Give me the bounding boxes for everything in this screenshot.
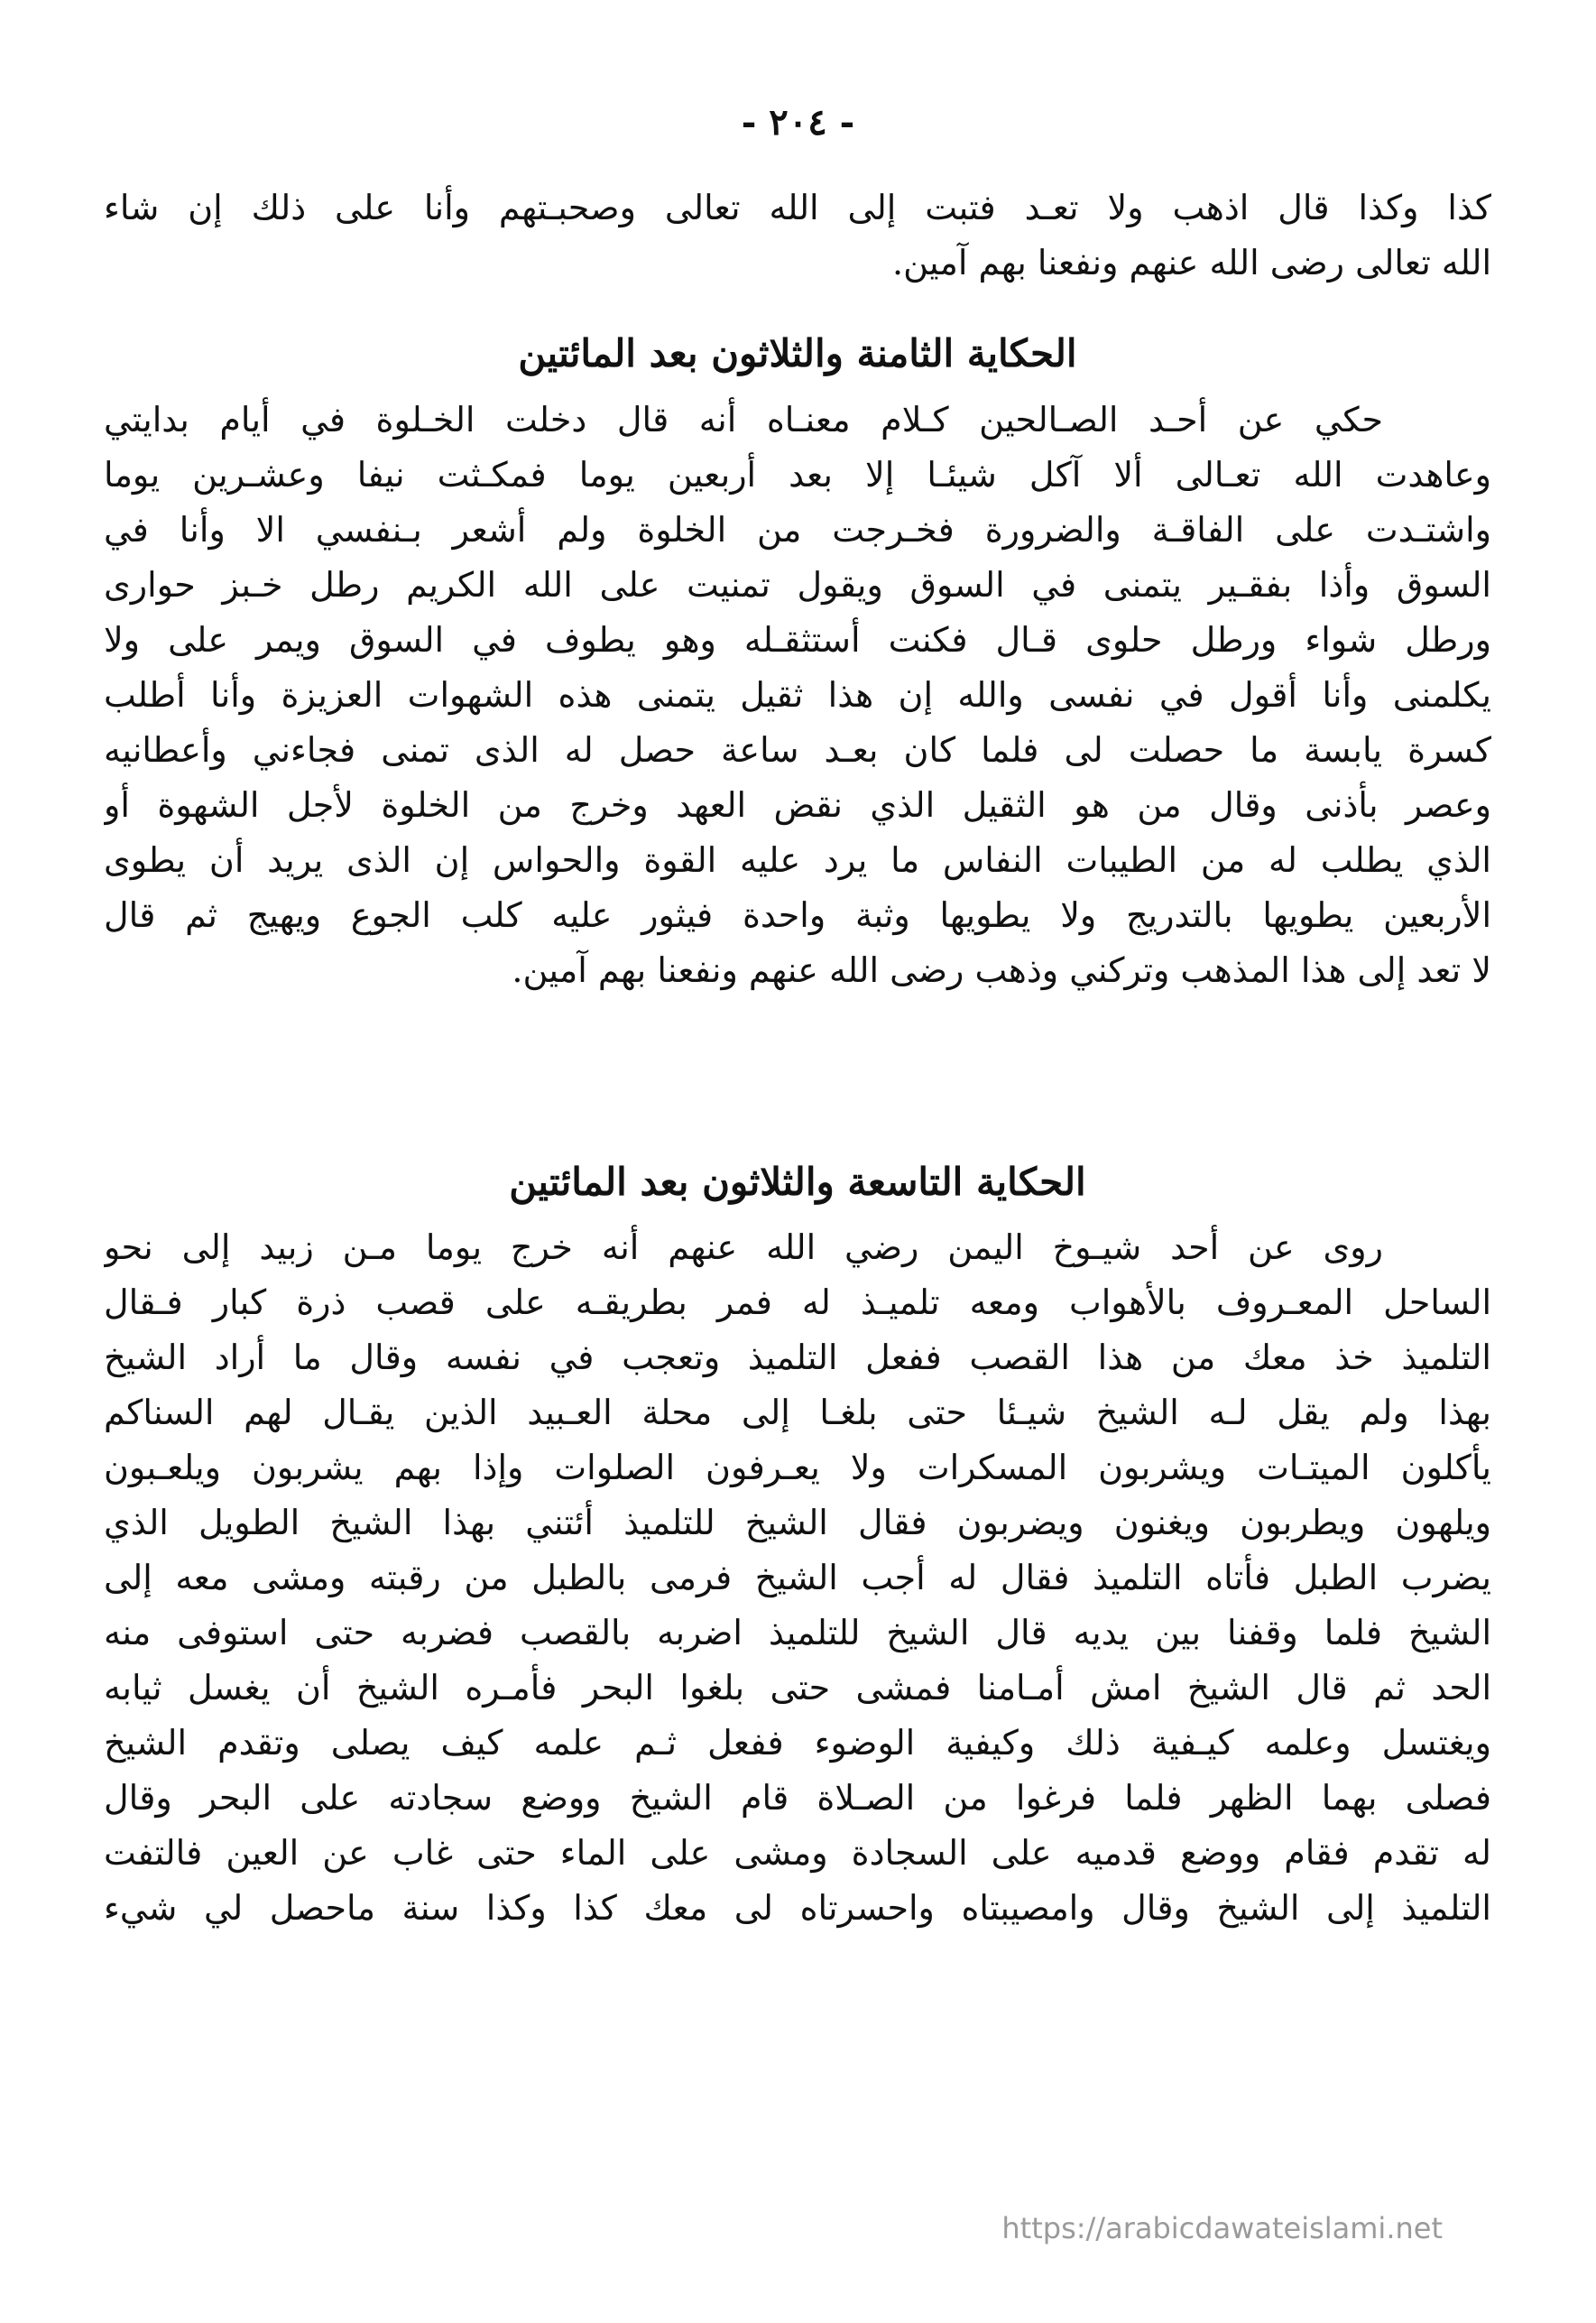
text-line: السوق وأذا بفقـير يتمنى في السوق ويقول تمنيت على الله الكريم رطل خـبز حوارى <box>104 565 1491 605</box>
text-line: التلميذ إلى الشيخ وقال وامصيبتاه واحسرتاه لى معك كذا وكذا سنة ماحصل لي شيء <box>104 1888 1491 1928</box>
text-line: الذي يطلب له من الطيبات النفاس ما يرد عليه القوة والحواس إن الذى يريد أن يطوى <box>104 840 1491 880</box>
intro-paragraph <box>104 180 1491 291</box>
story-38-body <box>104 393 1491 998</box>
text-line: فصلى بهما الظهر فلما فرغوا من الصـلاة قام الشيخ ووضع سجادته على البحر وقال <box>104 1778 1491 1818</box>
page-number: - ٢٠٤ - <box>741 101 855 143</box>
text-line: يضرب الطبل فأتاه التلميذ فقال له أجب الشيخ فرمى بالطبل من رقبته ومشى معه إلى <box>104 1558 1491 1597</box>
text-line: ويغتسل وعلمه كيـفية ذلك وكيفية الوضوء ففعل ثـم علمه كيف يصلى وتقدم الشيخ <box>104 1723 1491 1763</box>
text-line: روى عن أحد شيـوخ اليمن رضي الله عنهم أنه خرج يوما مـن زبيد إلى نحو <box>104 1227 1383 1267</box>
story-heading: الحكاية الثامنة والثلاثون بعد المائتين <box>518 331 1077 375</box>
text-line: لا تعد إلى هذا المذهب وتركني وذهب رضى الله عنهم ونفعنا بهم آمين. <box>512 950 1491 990</box>
text-line: له تقدم فقام ووضع قدميه على السجادة ومشى على الماء حتى غاب عن العين فالتفت <box>104 1833 1491 1873</box>
text-line: كسرة يابسة ما حصلت لى فلما كان بعـد ساعة حصل له الذى تمنى فجاءني وأعطانيه <box>104 730 1491 770</box>
text-line: يأكلون الميتـات ويشربون المسكرات ولا يعـرفون الصلوات وإذا بهم يشربون ويلعـبون <box>104 1448 1491 1487</box>
text-line: وعصر بأذنى وقال من هو الثقيل الذي نقض العهد وخرج من الخلوة لأجل الشهوة أو <box>104 785 1491 825</box>
text-line: وعاهدت الله تعـالى ألا آكل شيئـا إلا بعد أربعين يوما فمكـثت نيفا وعشـرين يوما <box>104 455 1491 495</box>
text-line: الساحل المعـروف بالأهواب ومعه تلميـذ له فمر بطريقـه على قصب ذرة كبار فـقال <box>104 1282 1491 1322</box>
text-line: بهذا ولم يقل لـه الشيخ شيـئا حتى بلغـا إلى محلة العـبيد الذين يقـال لهم السناكم <box>104 1393 1491 1432</box>
story-39-body <box>104 1220 1491 1936</box>
watermark-url: https://arabicdawateislami.net <box>1001 2211 1443 2245</box>
text-line: الحد ثم قال الشيخ امش أمـامنا فمشى حتى بلغوا البحر فأمـره الشيخ أن يغسل ثيابه <box>104 1668 1491 1708</box>
text-line: كذا وكذا قال اذهب ولا تعـد فتبت إلى الله تعالى وصحبـتهم وأنا على ذلك إن شاء <box>104 188 1491 227</box>
text-line: واشتـدت على الفاقـة والضرورة فخـرجت من الخلوة ولم أشعر بـنفسي الا وأنا في <box>104 510 1491 550</box>
story-38-heading-block <box>104 325 1491 383</box>
text-line: الأربعين يطويها بالتدريج ولا يطويها وثبة واحدة فيثور عليه كلب الجوع ويهيج ثم قال <box>104 895 1491 935</box>
text-line: التلميذ خذ معك من هذا القصب ففعل التلميذ وتعجب في نفسه وقال ما أراد الشيخ <box>104 1337 1491 1377</box>
text-line: حكي عن أحـد الصـالحين كـلام معنـاه أنه قال دخلت الخـلوة في أيام بدايتي <box>104 400 1383 440</box>
text-line: ورطل شواء ورطل حلوى قـال فكنت أستثقـله وهو يطوف في السوق ويمر على ولا <box>104 620 1491 660</box>
text-line: ويلهون ويطربون ويغنون ويضربون فقال الشيخ للتلميذ أئتني بهذا الشيخ الطويل الذي <box>104 1503 1491 1542</box>
story-39-heading-block <box>104 1153 1491 1211</box>
story-heading: الحكاية التاسعة والثلاثون بعد المائتين <box>509 1160 1086 1204</box>
text-line: الشيخ فلما وقفنا بين يديه قال الشيخ للتلميذ اضربه بالقصب فضربه حتى استوفى منه <box>104 1613 1491 1652</box>
text-line: يكلمنى وأنا أقول في نفسى والله إن هذا ثقيل يتمنى هذه الشهوات العزيزة وأنا أطلب <box>104 675 1491 715</box>
text-line: الله تعالى رضى الله عنهم ونفعنا بهم آمين. <box>892 243 1491 282</box>
